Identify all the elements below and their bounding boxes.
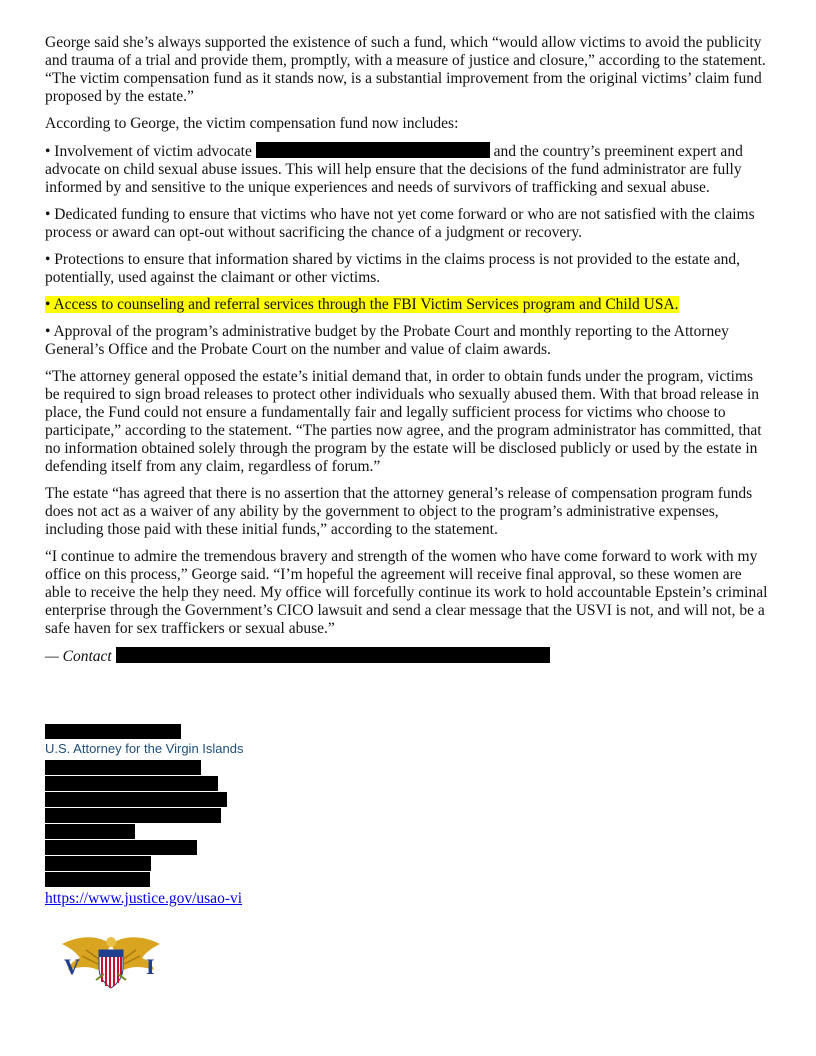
redaction-box: [45, 872, 150, 887]
bullet-victim-advocate-start: • Involvement of victim advocate: [45, 143, 256, 160]
bullet-budget-approval: • Approval of the program’s administrative budget by the Probate Court and monthly reporting to the Attorney General’s Office and the Probate Court on the number and value of claim awards.: [45, 323, 729, 358]
redaction-box: [45, 856, 151, 871]
redaction-box: [45, 792, 227, 807]
bullet-counseling: [45, 296, 771, 314]
redaction-box: [45, 824, 135, 839]
bullet-victim-advocate-end: and the country’s preeminent expert and advocate on child sexual abuse issues. This will help ensure that the decisions of the fund administrator are fully informed by and sensitive to the unique experiences and needs of survivors of trafficking and sexual abuse.: [45, 143, 743, 196]
paragraph-estate-agreed: The estate “has agreed that there is no assertion that the attorney general’s release of compensation program funds does not act as a waiver of any ability by the government to object to the program’s administrative expenses, including those paid with these initial funds,” according to the statement.: [45, 485, 753, 538]
virgin-islands-seal-icon: [56, 930, 166, 992]
paragraph-fund-support: George said she’s always supported the existence of such a fund, which “would allow victims to avoid the publicity and trauma of a trial and provide them, promptly, with a measure of justice and closure,” according to the statement. “The victim compensation fund as it stands now, is a substantial improvement from the original victims’ claim fund proposed by the estate.”: [45, 34, 766, 105]
redaction-box: [45, 724, 181, 739]
usao-vi-link[interactable]: https://www.justice.gov/usao-vi: [45, 890, 243, 907]
paragraph-fund-includes: According to George, the victim compensation fund now includes:: [45, 115, 459, 132]
paragraph-attorney-general: “The attorney general opposed the estate’s initial demand that, in order to obtain funds under the program, victims be required to sign broad releases to protect other individuals who sexually abused them. With that broad release in place, the Fund could not ensure a fundamentally fair and legally sufficient process for victims who choose to participate,” according to the statement. “The parties now agree, and the program administrator has committed, that no information obtained solely through the program by the estate will be disclosed publicly or used by the estate in defending itself from any claim, regardless of forum.”: [45, 368, 762, 475]
signature-title: U.S. Attorney for the Virgin Islands: [45, 741, 244, 756]
redaction-box: [45, 808, 221, 823]
contact-line: [45, 647, 771, 666]
signature-block: [45, 724, 243, 908]
bullet-protections: • Protections to ensure that information shared by victims in the claims process is not provided to the estate and, potentially, used against the claimant or other victims.: [45, 251, 741, 286]
contact-label: — Contact: [45, 648, 116, 665]
highlighted-text: • Access to counseling and referral services through the FBI Victim Services program and Child USA.: [45, 296, 679, 313]
redaction-box: [256, 142, 490, 158]
paragraph-george-quote: “I continue to admire the tremendous bravery and strength of the women who have come forward to work with my office on this process,” George said. “I’m hopeful the agreement will receive final approval, so these women are able to receive the help they need. My office will forcefully continue its work to hold accountable Epstein’s criminal enterprise through the Government’s CICO lawsuit and send a clear message that the USVI is not, and will not, be a safe haven for sex traffickers or sexual abuse.”: [45, 548, 768, 637]
article-body: [45, 34, 771, 675]
bullet-victim-advocate: [45, 142, 771, 197]
redaction-box: [45, 840, 197, 855]
seal-letter-i: I: [146, 954, 155, 979]
seal-letter-v: V: [64, 954, 80, 979]
redaction-box: [45, 760, 201, 775]
bullet-dedicated-funding: • Dedicated funding to ensure that victims who have not yet come forward or who are not satisfied with the claims process or award can opt-out without sacrificing the chance of a judgment or recovery.: [45, 206, 755, 241]
redaction-box: [116, 647, 550, 663]
redaction-box: [45, 776, 218, 791]
